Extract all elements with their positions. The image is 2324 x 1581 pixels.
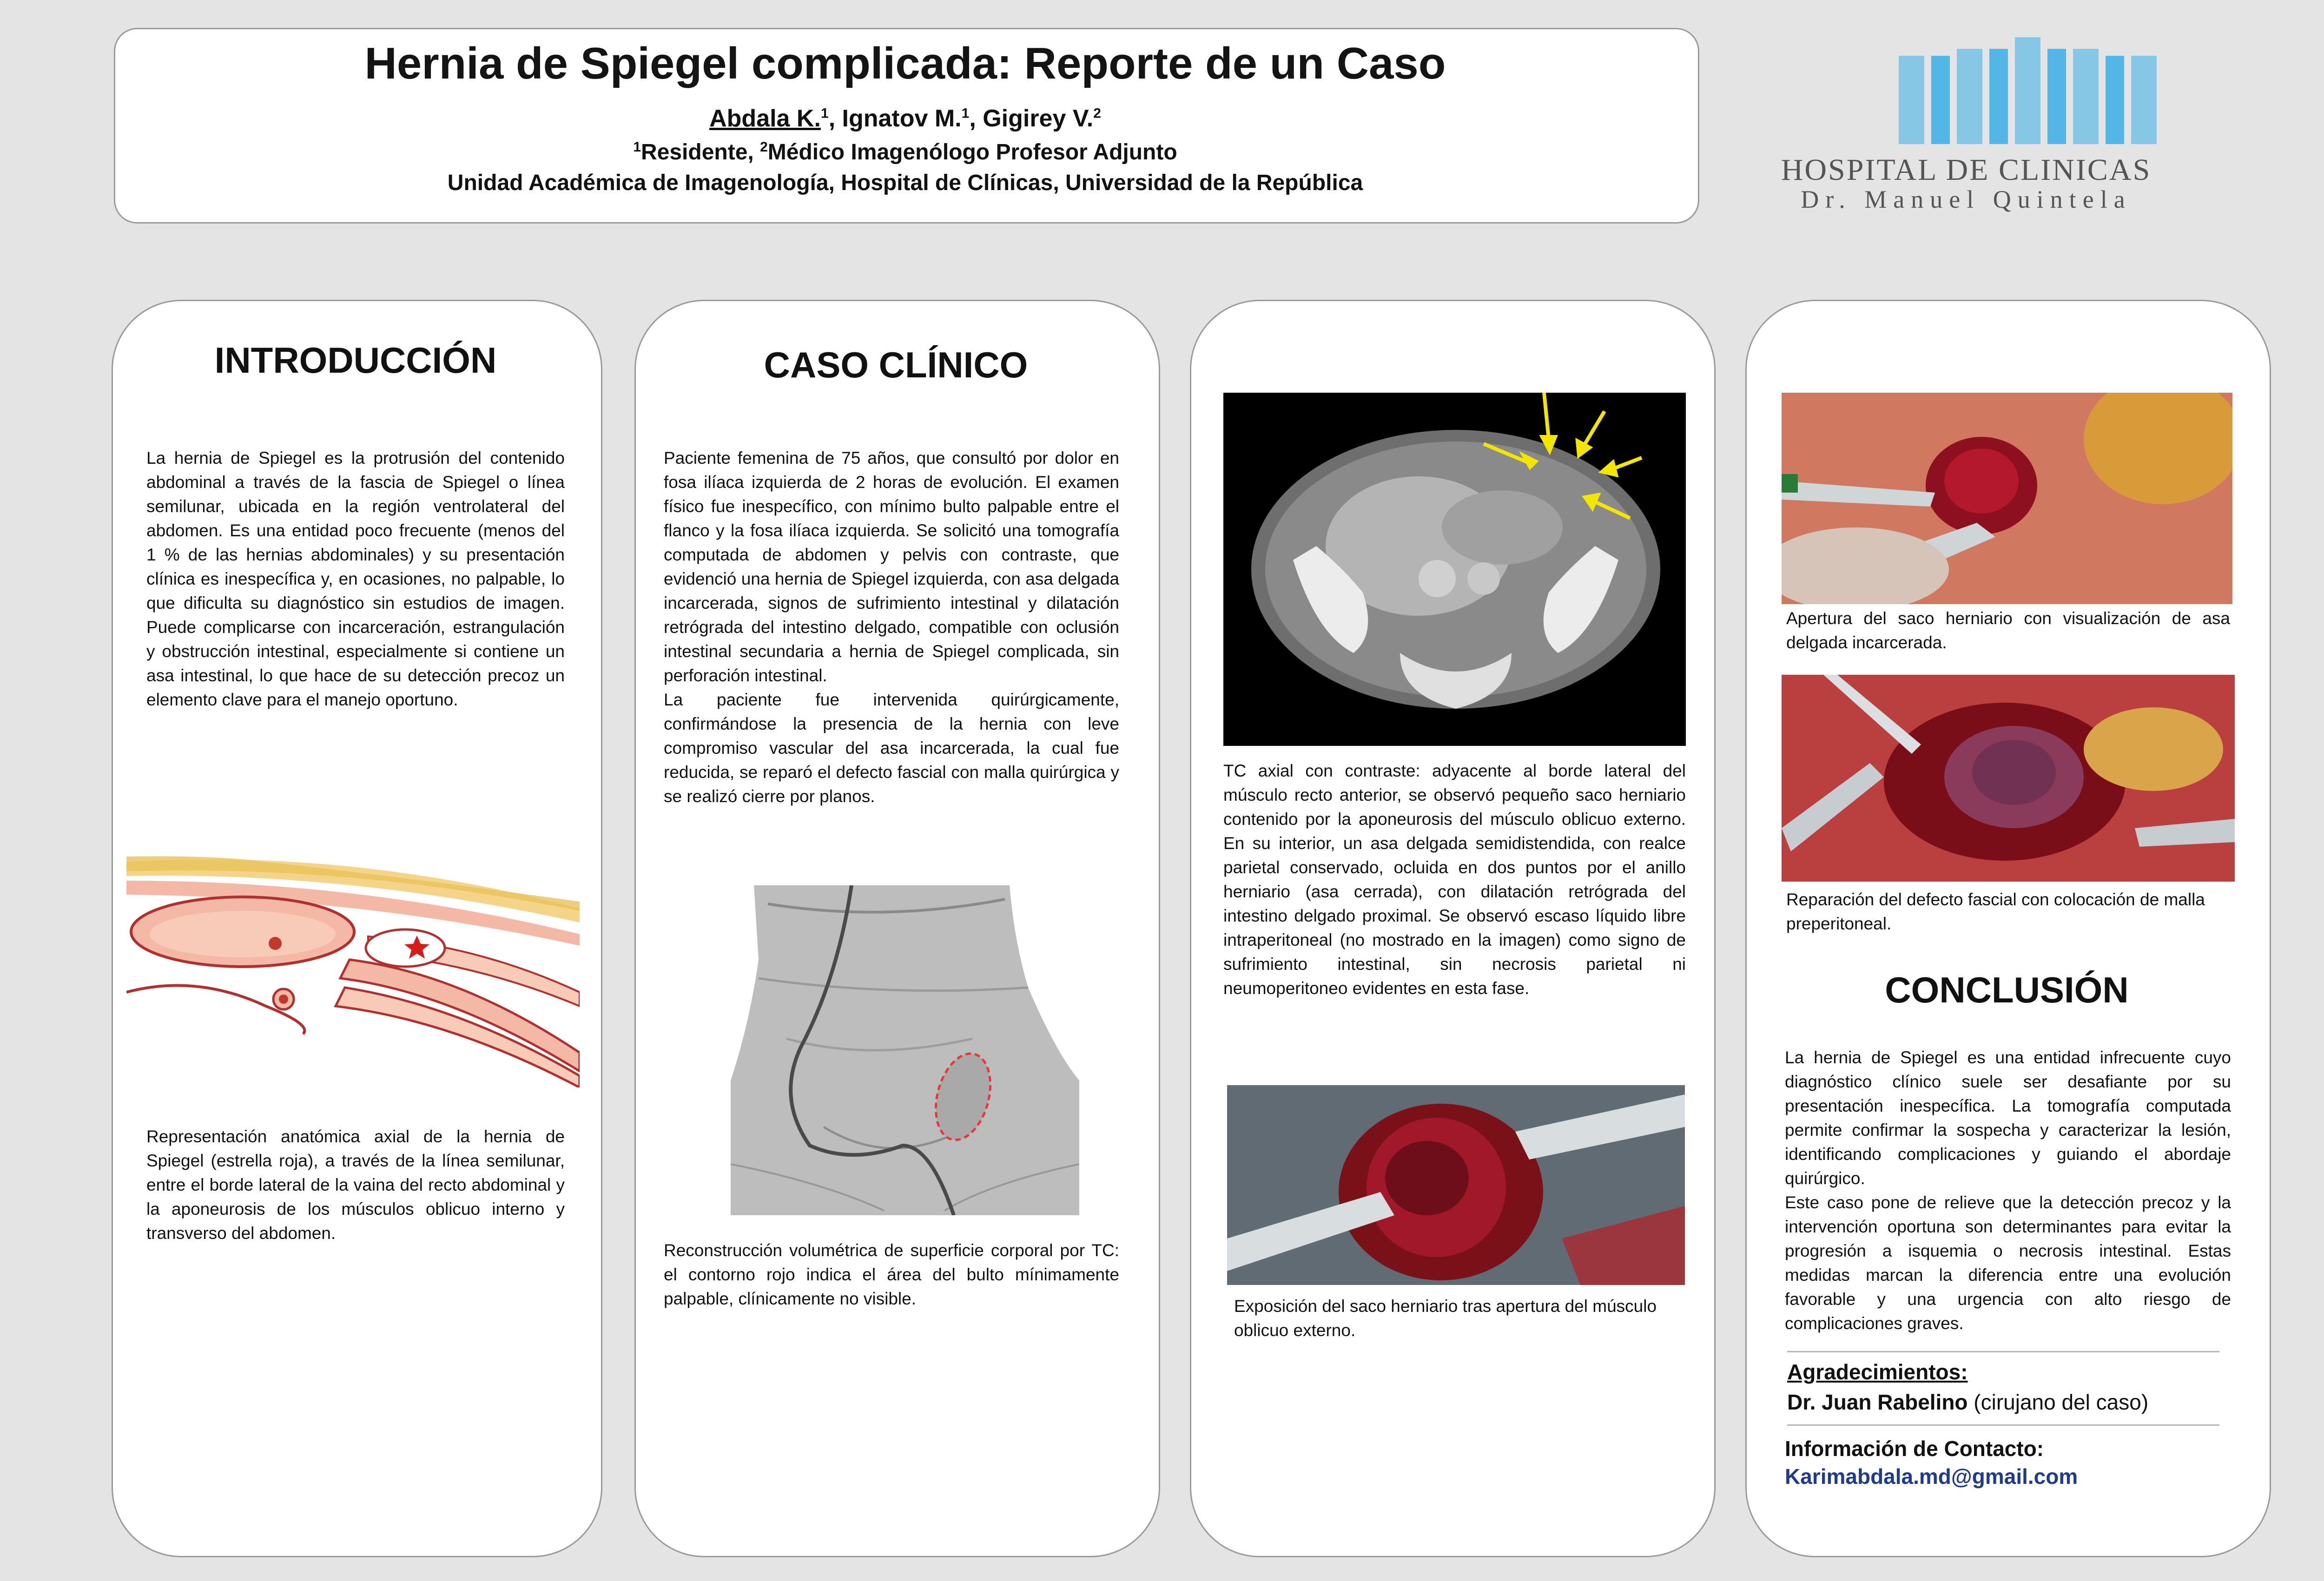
logo-text-name: Dr. Manuel Quintela [1801,185,2132,213]
affil-text-1: Residente, [641,140,760,165]
sac-opening-caption: Apertura del saco herniario con visualización de asa delgada incarcerada. [1786,609,2230,652]
acknowledgements-name [1787,1390,2148,1415]
author-third-sup: 2 [1093,105,1101,121]
author-second: , Ignatov M. [828,105,962,132]
caso-clinico-body [664,446,1119,809]
caso-clinico-paragraph-1: Paciente femenina de 75 años, que consultó por dolor en fosa ilíaca izquierda de 2 horas de evolución. El examen físico fue inespecífico, con mínimo bulto palpable entre el flanco y la fosa ilíaca izquierda. Se solicitó una tomografía computada de abdomen y pelvis con contraste, que evidenció una hernia de Spiegel izquierda, con asa delgada incarcerada, signos de sufrimiento intestinal y dilatación retrógrada del intestino delgado, compatible con oclusión intestinal secundaria a hernia de Spiegel complicada, sin perforación intestinal. [664,448,1119,685]
conclusion-title: CONCLUSIÓN [1885,969,2129,1010]
conclusion-body [1785,1046,2231,1336]
author-first: Abdala K. [709,105,821,132]
surgery-photo-sac-opening [1782,393,2232,604]
author-third: , Gigirey V. [969,105,1094,132]
contact-email[interactable]: Karimabdala.md@gmail.com [1785,1464,2078,1489]
author-first-sup: 1 [820,105,829,121]
surgery-photo-exposure [1227,1085,1685,1285]
ct-surface-caption: Reconstrucción volumétrica de superficie corporal por TC: el contorno rojo indica el área del bulto mínimamente palpable, clínicamente no visible. [664,1241,1119,1308]
caso-clinico-paragraph-2: La paciente fue intervenida quirúrgicamente, confirmándose la presencia de la hernia con leve compromiso vascular del asa incarcerada, la cual fue reducida, se reparó el defecto fascial con malla quirúrgica y se realizó cierre por planos. [664,690,1119,806]
caso-clinico-title: CASO CLÍNICO [764,344,1028,385]
ct-axial-image [1223,393,1686,746]
affil-sup-1: 1 [633,139,641,155]
anatomy-caption: Representación anatómica axial de la hernia de Spiegel (estrella roja), a través de la línea semilunar, entre el borde lateral de la vaina del recto abdominal y la aponeurosis de los músculos oblicuo interno y transverso del abdomen. [146,1127,565,1243]
affil-sup-2: 2 [760,139,768,155]
introduccion-title: INTRODUCCIÓN [214,340,497,381]
institution: Unidad Académica de Imagenología, Hospital de Clínicas, Universidad de la República [447,171,1363,195]
surgeon-role: (cirujano del caso) [1967,1390,2149,1414]
introduccion-body: La hernia de Spiegel es la protrusión del contenido abdominal a través de la fascia de Spiegel o línea semilunar, ubicada en la región ventrolateral del abdomen. Es una entidad poco frecuente (menos del 1 % de las hernias abdominales) y su presentación clínica es inespecífica y, en ocasiones, no palpable, lo que dificulta su diagnóstico sin estudios de imagen. Puede complicarse con incarceración, estrangulación y obstrucción intestinal, especialmente si contiene un asa intestinal, lo que hace de su detección precoz un elemento clave para el manejo oportuno. [146,448,565,709]
surgery-exposure-caption: Exposición del saco herniario tras apertura del músculo oblicuo externo. [1234,1297,1657,1340]
logo-text-hospital: HOSPITAL DE CLINICAS [1781,153,2152,187]
acknowledgements-title: Agradecimientos: [1787,1360,1968,1384]
mesh-repair-caption: Reparación del defecto fascial con colocación de malla preperitoneal. [1786,890,2205,933]
authors [114,105,1697,132]
contact-title: Información de Contacto: [1785,1436,2044,1461]
affiliations [114,139,1697,165]
divider-top [1787,1351,2219,1352]
author-second-sup: 1 [961,105,970,121]
poster-title: Hernia de Spiegel complicada: Reporte de un Caso [364,39,1446,88]
conclusion-paragraph-2: Este caso pone de relieve que la detección precoz y la intervención oportuna son determinantes para evitar la progresión a isquemia o necrosis intestinal. Estas medidas marcan la diferencia entre una evolución favorable y una urgencia con alto riesgo de complicaciones graves. [1785,1193,2231,1333]
anatomy-illustration [126,853,580,1087]
ct-axial-caption: TC axial con contraste: adyacente al borde lateral del músculo recto anterior, se observó pequeño saco herniario contenido por la aponeurosis del músculo oblicuo externo. En su interior, un asa delgada semidistendida, con realce parietal conservado, ocluida en dos puntos por el anillo herniario (asa cerrada), con dilatación retrógrada del intestino delgado proximal. Se observó escaso líquido libre intraperitoneal (no mostrado en la imagen) como signo de sufrimiento intestinal, sin necrosis parietal ni neumoperitoneo evidentes en esta fase. [1223,761,1686,998]
surgery-photo-mesh-repair [1782,675,2235,882]
affil-text-2: Médico Imagenólogo Profesor Adjunto [767,140,1177,165]
ct-surface-reconstruction [731,885,1079,1215]
divider-bottom [1787,1424,2219,1426]
conclusion-paragraph-1: La hernia de Spiegel es una entidad infrecuente cuyo diagnóstico clínico suele ser desafiante por su presentación inespecífica. La tomografía computada permite confirmar la sospecha y caracterizar la lesión, identificando complicaciones y guiando el abordaje quirúrgico. [1785,1048,2231,1188]
surgeon-name: Dr. Juan Rabelino [1787,1390,1968,1414]
hospital-logo [1899,37,2159,144]
